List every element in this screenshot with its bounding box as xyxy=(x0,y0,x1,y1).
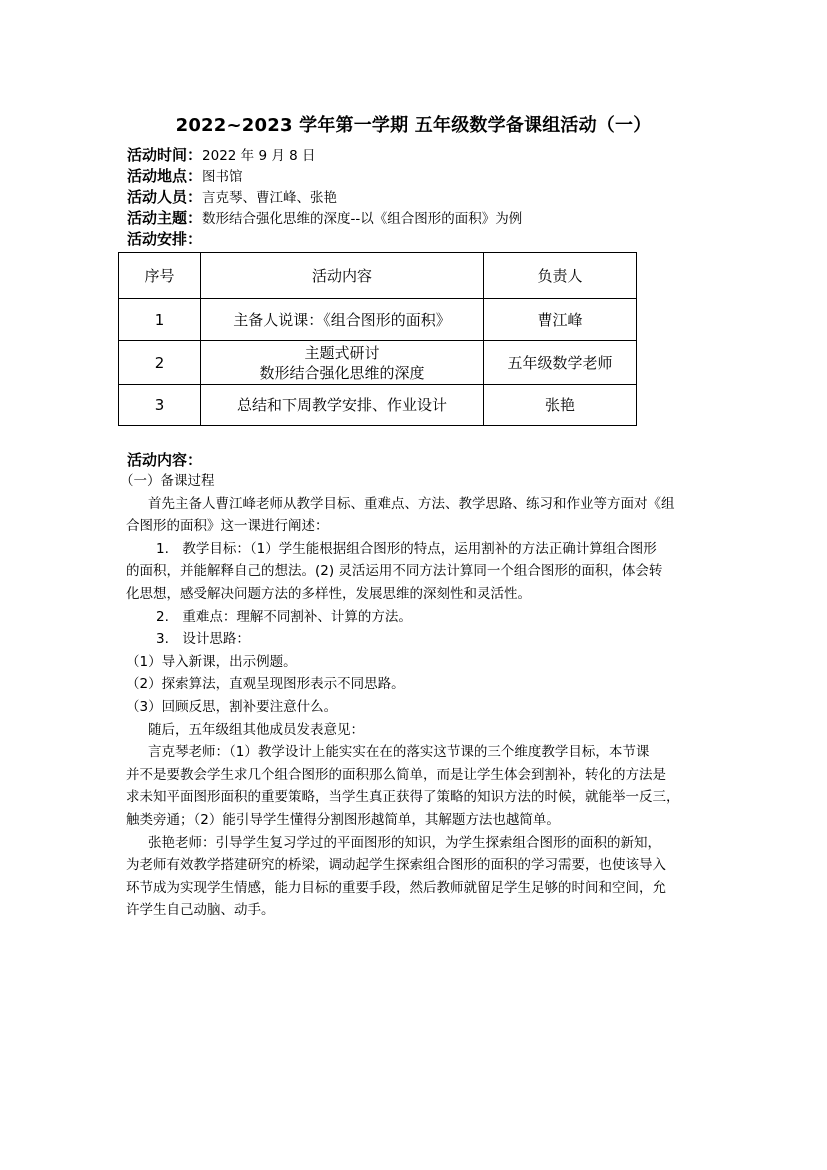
paragraph-line: 1. 教学目标：（1）学生能根据组合图形的特点，运用割补的方法正确计算组合图形 xyxy=(156,540,657,557)
header-owner: 负责人 xyxy=(484,253,637,299)
row-content xyxy=(201,385,484,426)
row-no: 2 xyxy=(119,341,201,385)
section-heading: （一）备课过程 xyxy=(120,473,215,489)
row-no: 3 xyxy=(119,385,201,426)
paragraph-line: 首先主备人曹江峰老师从教学目标、重难点、方法、教学思路、练习和作业等方面对《组 xyxy=(148,495,675,512)
paragraph-line: 化思想，感受解决问题方法的多样性，发展思维的深刻性和灵活性。 xyxy=(126,585,531,602)
meta-label: 活动人员： xyxy=(127,188,203,206)
meta-label: 活动安排： xyxy=(127,230,203,248)
paragraph-line: 随后，五年级组其他成员发表意见： xyxy=(148,721,364,738)
table-header-row xyxy=(119,253,637,299)
meta-value: 图书馆 xyxy=(202,169,243,185)
meta-label: 活动主题： xyxy=(127,209,203,227)
meta-schedule xyxy=(127,229,202,250)
meta-value: 2022 年 9 月 8 日 xyxy=(202,148,316,164)
paragraph-line: 为老师有效教学搭建研究的桥梁，调动起学生探索组合图形的面积的学习需要，也使该导入 xyxy=(126,857,666,874)
row-content-line: 数形结合强化思维的深度 xyxy=(259,363,425,382)
schedule-table xyxy=(118,252,637,426)
row-content xyxy=(201,299,484,341)
paragraph-line: （2）探索算法，直观呈现图形表示不同思路。 xyxy=(126,676,405,693)
row-no: 1 xyxy=(119,299,201,341)
content-heading: 活动内容： xyxy=(127,451,203,469)
row-owner: 曹江峰 xyxy=(484,299,637,341)
row-content-line: 总结和下周教学安排、作业设计 xyxy=(236,396,447,414)
row-content-line: 主题式研讨 xyxy=(304,343,380,362)
header-no: 序号 xyxy=(119,253,201,299)
paragraph-line: 许学生自己动脑、动手。 xyxy=(126,902,275,919)
paragraph-line: 并不是要教会学生求几个组合图形的面积那么简单，而是让学生体会到割补，转化的方法是 xyxy=(126,766,666,783)
meta-label: 活动地点： xyxy=(127,167,203,185)
paragraph-line: 张艳老师：引导学生复习学过的平面图形的知识，为学生探索组合图形的面积的新知， xyxy=(148,834,661,851)
row-owner: 五年级数学老师 xyxy=(484,341,637,385)
meta-place xyxy=(127,166,243,187)
table-row xyxy=(119,341,637,385)
meta-time xyxy=(127,145,316,166)
paragraph-line: 求未知平面图形面积的重要策略，当学生真正获得了策略的知识方法的时候，就能举一反三， xyxy=(126,789,680,806)
content-body xyxy=(120,470,710,922)
meta-theme xyxy=(127,208,522,229)
meta-label: 活动时间： xyxy=(127,146,203,164)
table-row xyxy=(119,299,637,341)
paragraph-line: 触类旁通；（2）能引导学生懂得分割图形越简单，其解题方法也越简单。 xyxy=(126,811,560,828)
paragraph-line: 的面积，并能解释自己的想法。(2) 灵活运用不同方法计算同一个组合图形的面积，体会转 xyxy=(126,563,663,580)
meta-people xyxy=(127,187,337,208)
paragraph-line: 言克琴老师：（1）教学设计上能实实在在的落实这节课的三个维度教学目标，本节课 xyxy=(148,744,650,761)
paragraph-line: 2. 重难点：理解不同割补、计算的方法。 xyxy=(156,608,412,625)
table-row xyxy=(119,385,637,426)
paragraph-line: 合图形的面积》这一课进行阐述： xyxy=(126,518,329,535)
paragraph-line: 环节成为实现学生情感，能力目标的重要手段，然后教师就留足学生足够的时间和空间，允 xyxy=(126,879,666,896)
paragraph-line: （3）回顾反思，割补要注意什么。 xyxy=(126,698,338,715)
header-content: 活动内容 xyxy=(201,253,484,299)
row-content-line: 主备人说课：《组合图形的面积》 xyxy=(233,310,451,329)
meta-value: 言克琴、曹江峰、张艳 xyxy=(202,190,338,206)
paragraph-line: 3. 设计思路： xyxy=(156,631,250,648)
row-owner: 张艳 xyxy=(484,385,637,426)
meta-value: 数形结合强化思维的深度--以《组合图形的面积》为例 xyxy=(202,211,523,227)
row-content xyxy=(201,341,484,385)
paragraph-line: （1）导入新课，出示例题。 xyxy=(126,653,297,670)
page-title: 2022~2023 学年第一学期 五年级数学备课组活动（一） xyxy=(175,115,652,136)
